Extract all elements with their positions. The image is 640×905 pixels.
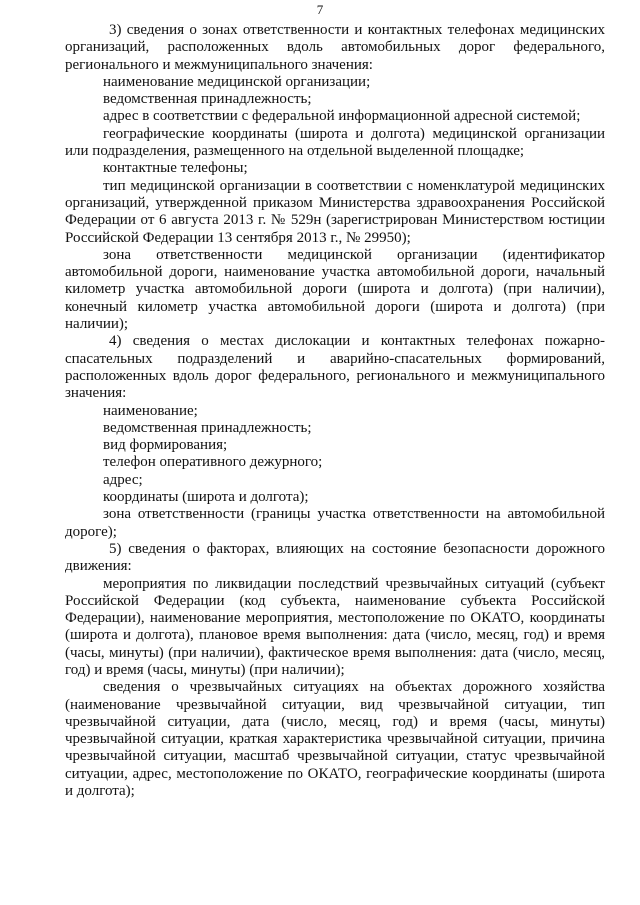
paragraph-list-item: наименование; (103, 402, 198, 419)
paragraph-list-item: контактные телефоны; (103, 160, 248, 177)
paragraph-list-item: тип медицинской организации в соответствии с номенклатурой медицинских организаций, утвержденной приказом Министерства здравоохранения Российской Федерации от 6 августа 2013 г. № 529н (зарегистрирован Министерством юстиции Российской Федерации 13 сентября 2013 г., № 29950); (65, 177, 605, 246)
paragraph-list-item: адрес в соответствии с федеральной информационной адресной системой; (103, 108, 581, 125)
paragraph-section-5: 5) сведения о факторах, влияющих на состояние безопасности дорожного движения: (65, 540, 605, 575)
paragraph-list-item: географические координаты (широта и долгота) медицинской организации или подразделения, размещенного на отдельной выделенной площадке; (65, 125, 605, 160)
paragraph-list-item: вид формирования; (103, 437, 228, 454)
paragraph-section-3: 3) сведения о зонах ответственности и контактных телефонах медицинских организаций, расположенных вдоль автомобильных дорог федерального, регионального и межмуниципального значения: (65, 22, 605, 73)
paragraph-list-item: мероприятия по ликвидации последствий чрезвычайных ситуаций (субъект Российской Федерации (код субъекта, наименование субъекта Российской Федерации), наименование мероприятия, местоположение по ОКАТО, координаты (широта и долгота), плановое время выполнения: дата (число, месяц, год) и время (часы, минуты) (при наличии), фактическое время выполнения: дата (число, месяц, год) и время (часы, минуты) (при наличии); (65, 575, 605, 678)
paragraph-list-item: ведомственная принадлежность; (103, 419, 312, 436)
paragraph-section-4: 4) сведения о местах дислокации и контактных телефонах пожарно-спасательных подразделений и аварийно-спасательных формирований, расположенных вдоль дорог федерального, регионального и межмуниципального значения: (65, 333, 605, 402)
paragraph-list-item: зона ответственности медицинской организации (идентификатор автомобильной дороги, наименование участка автомобильной дороги, начальный километр участка автомобильной дороги (широта и долгота) (при наличии), конечный километр участка автомобильной дороги (широта и долгота) (при наличии); (65, 246, 605, 333)
document-body (65, 22, 605, 800)
paragraph-list-item: координаты (широта и долгота); (103, 489, 309, 506)
paragraph-list-item: адрес; (103, 471, 143, 488)
page-number: 7 (316, 2, 324, 17)
paragraph-list-item: ведомственная принадлежность; (103, 91, 312, 108)
paragraph-list-item: зона ответственности (границы участка ответственности на автомобильной дороге); (65, 506, 605, 540)
paragraph-list-item: наименование медицинской организации; (103, 73, 371, 90)
paragraph-list-item: телефон оперативного дежурного; (103, 454, 323, 471)
paragraph-list-item: сведения о чрезвычайных ситуациях на объектах дорожного хозяйства (наименование чрезвычайной ситуации, вид чрезвычайной ситуации, тип чрезвычайной ситуации, дата (число, месяц, год) и время (часы, минуты) чрезвычайной ситуации, краткая характеристика чрезвычайной ситуации, причина чрезвычайной ситуации, масштаб чрезвычайной ситуации, статус чрезвычайной ситуации, адрес, местоположение по ОКАТО, географические координаты (широта и долгота); (65, 679, 605, 800)
